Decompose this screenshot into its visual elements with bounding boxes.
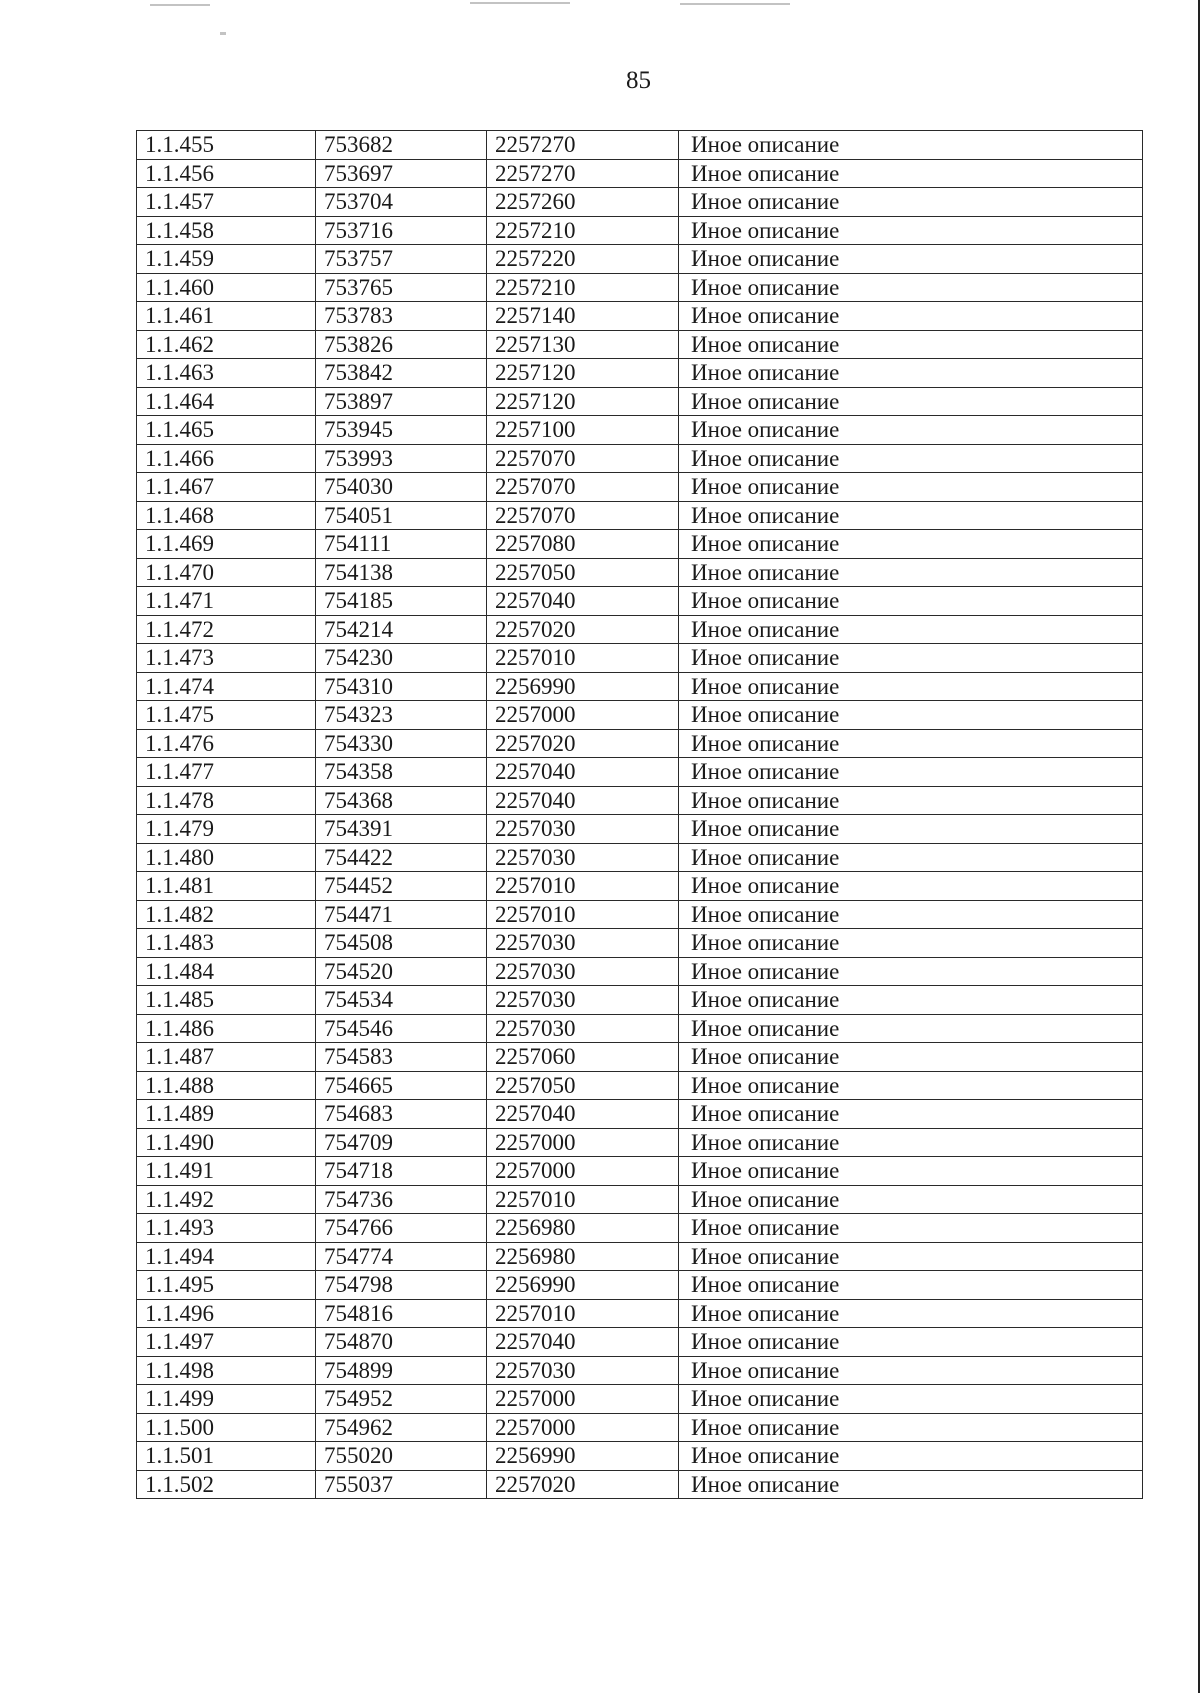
cell-x-coordinate: 754736 — [316, 1185, 487, 1214]
cell-description: Иное описание — [679, 558, 1143, 587]
cell-x-coordinate: 754870 — [316, 1328, 487, 1357]
cell-row-index: 1.1.463 — [137, 359, 316, 388]
table-row — [137, 672, 1143, 701]
cell-x-coordinate: 754471 — [316, 900, 487, 929]
cell-description: Иное описание — [679, 245, 1143, 274]
cell-y-coordinate: 2257210 — [487, 216, 679, 245]
cell-row-index: 1.1.469 — [137, 530, 316, 559]
cell-y-coordinate: 2257120 — [487, 359, 679, 388]
table-row — [137, 444, 1143, 473]
table-row — [137, 1470, 1143, 1499]
coordinates-table — [136, 130, 1143, 1499]
cell-y-coordinate: 2257100 — [487, 416, 679, 445]
cell-row-index: 1.1.474 — [137, 672, 316, 701]
cell-description: Иное описание — [679, 1014, 1143, 1043]
cell-row-index: 1.1.470 — [137, 558, 316, 587]
cell-x-coordinate: 755037 — [316, 1470, 487, 1499]
table-row — [137, 1413, 1143, 1442]
cell-description: Иное описание — [679, 986, 1143, 1015]
cell-y-coordinate: 2257030 — [487, 929, 679, 958]
cell-row-index: 1.1.464 — [137, 387, 316, 416]
cell-description: Иное описание — [679, 1043, 1143, 1072]
cell-x-coordinate: 754310 — [316, 672, 487, 701]
cell-row-index: 1.1.459 — [137, 245, 316, 274]
cell-row-index: 1.1.489 — [137, 1100, 316, 1129]
table-row — [137, 1128, 1143, 1157]
cell-x-coordinate: 754546 — [316, 1014, 487, 1043]
cell-row-index: 1.1.486 — [137, 1014, 316, 1043]
cell-row-index: 1.1.479 — [137, 815, 316, 844]
cell-row-index: 1.1.475 — [137, 701, 316, 730]
cell-row-index: 1.1.471 — [137, 587, 316, 616]
scan-speck — [470, 2, 570, 4]
cell-row-index: 1.1.456 — [137, 159, 316, 188]
table-row — [137, 701, 1143, 730]
cell-description: Иное описание — [679, 1442, 1143, 1471]
cell-description: Иное описание — [679, 530, 1143, 559]
cell-row-index: 1.1.496 — [137, 1299, 316, 1328]
cell-x-coordinate: 754962 — [316, 1413, 487, 1442]
table-row — [137, 1043, 1143, 1072]
cell-x-coordinate: 753842 — [316, 359, 487, 388]
cell-y-coordinate: 2257080 — [487, 530, 679, 559]
table-row — [137, 558, 1143, 587]
cell-y-coordinate: 2257120 — [487, 387, 679, 416]
cell-description: Иное описание — [679, 1185, 1143, 1214]
cell-x-coordinate: 754422 — [316, 843, 487, 872]
cell-row-index: 1.1.495 — [137, 1271, 316, 1300]
cell-description: Иное описание — [679, 929, 1143, 958]
table-row — [137, 1071, 1143, 1100]
cell-row-index: 1.1.484 — [137, 957, 316, 986]
cell-row-index: 1.1.483 — [137, 929, 316, 958]
cell-y-coordinate: 2257270 — [487, 159, 679, 188]
cell-row-index: 1.1.491 — [137, 1157, 316, 1186]
cell-row-index: 1.1.476 — [137, 729, 316, 758]
table-row — [137, 473, 1143, 502]
cell-row-index: 1.1.487 — [137, 1043, 316, 1072]
cell-description: Иное описание — [679, 843, 1143, 872]
cell-y-coordinate: 2257020 — [487, 615, 679, 644]
cell-description: Иное описание — [679, 758, 1143, 787]
cell-y-coordinate: 2256990 — [487, 672, 679, 701]
cell-description: Иное описание — [679, 1413, 1143, 1442]
cell-y-coordinate: 2257030 — [487, 1014, 679, 1043]
cell-y-coordinate: 2257050 — [487, 558, 679, 587]
table-row — [137, 330, 1143, 359]
cell-x-coordinate: 753757 — [316, 245, 487, 274]
table-row — [137, 815, 1143, 844]
cell-x-coordinate: 753783 — [316, 302, 487, 331]
cell-x-coordinate: 754230 — [316, 644, 487, 673]
cell-row-index: 1.1.468 — [137, 501, 316, 530]
cell-y-coordinate: 2257040 — [487, 758, 679, 787]
table-row — [137, 587, 1143, 616]
cell-y-coordinate: 2257220 — [487, 245, 679, 274]
cell-y-coordinate: 2257010 — [487, 872, 679, 901]
cell-row-index: 1.1.458 — [137, 216, 316, 245]
cell-y-coordinate: 2257040 — [487, 786, 679, 815]
cell-y-coordinate: 2257000 — [487, 1128, 679, 1157]
cell-y-coordinate: 2257010 — [487, 900, 679, 929]
cell-y-coordinate: 2257000 — [487, 1157, 679, 1186]
cell-y-coordinate: 2257010 — [487, 1185, 679, 1214]
cell-description: Иное описание — [679, 1128, 1143, 1157]
cell-x-coordinate: 754452 — [316, 872, 487, 901]
table-row — [137, 1356, 1143, 1385]
table-row — [137, 131, 1143, 160]
page-number: 85 — [626, 67, 651, 94]
cell-y-coordinate: 2257140 — [487, 302, 679, 331]
table-body — [137, 131, 1143, 1499]
table-row — [137, 929, 1143, 958]
cell-y-coordinate: 2257260 — [487, 188, 679, 217]
cell-y-coordinate: 2257020 — [487, 1470, 679, 1499]
cell-description: Иное описание — [679, 615, 1143, 644]
cell-row-index: 1.1.481 — [137, 872, 316, 901]
scan-speck — [150, 4, 210, 6]
cell-y-coordinate: 2257030 — [487, 843, 679, 872]
table-row — [137, 501, 1143, 530]
cell-x-coordinate: 754583 — [316, 1043, 487, 1072]
cell-y-coordinate: 2257040 — [487, 587, 679, 616]
cell-x-coordinate: 754051 — [316, 501, 487, 530]
table-row — [137, 957, 1143, 986]
cell-y-coordinate: 2257130 — [487, 330, 679, 359]
cell-description: Иное описание — [679, 729, 1143, 758]
cell-y-coordinate: 2257000 — [487, 1385, 679, 1414]
cell-x-coordinate: 754683 — [316, 1100, 487, 1129]
cell-description: Иное описание — [679, 188, 1143, 217]
cell-x-coordinate: 754774 — [316, 1242, 487, 1271]
cell-description: Иное описание — [679, 1470, 1143, 1499]
table-row — [137, 1157, 1143, 1186]
cell-row-index: 1.1.466 — [137, 444, 316, 473]
cell-row-index: 1.1.493 — [137, 1214, 316, 1243]
cell-y-coordinate: 2257040 — [487, 1100, 679, 1129]
cell-y-coordinate: 2257010 — [487, 644, 679, 673]
cell-y-coordinate: 2257000 — [487, 701, 679, 730]
cell-description: Иное описание — [679, 444, 1143, 473]
cell-description: Иное описание — [679, 131, 1143, 160]
cell-row-index: 1.1.460 — [137, 273, 316, 302]
cell-x-coordinate: 754534 — [316, 986, 487, 1015]
cell-row-index: 1.1.472 — [137, 615, 316, 644]
cell-description: Иное описание — [679, 1214, 1143, 1243]
cell-y-coordinate: 2257210 — [487, 273, 679, 302]
table-row — [137, 644, 1143, 673]
cell-description: Иное описание — [679, 957, 1143, 986]
cell-x-coordinate: 754520 — [316, 957, 487, 986]
scan-speck — [680, 3, 790, 5]
cell-row-index: 1.1.500 — [137, 1413, 316, 1442]
table-row — [137, 843, 1143, 872]
table-row — [137, 159, 1143, 188]
cell-x-coordinate: 754391 — [316, 815, 487, 844]
cell-row-index: 1.1.490 — [137, 1128, 316, 1157]
cell-description: Иное описание — [679, 587, 1143, 616]
cell-x-coordinate: 753765 — [316, 273, 487, 302]
cell-description: Иное описание — [679, 1356, 1143, 1385]
cell-row-index: 1.1.462 — [137, 330, 316, 359]
cell-description: Иное описание — [679, 1242, 1143, 1271]
cell-x-coordinate: 754323 — [316, 701, 487, 730]
cell-y-coordinate: 2256990 — [487, 1271, 679, 1300]
cell-x-coordinate: 754185 — [316, 587, 487, 616]
table-row — [137, 216, 1143, 245]
cell-x-coordinate: 754214 — [316, 615, 487, 644]
cell-description: Иное описание — [679, 786, 1143, 815]
cell-y-coordinate: 2257030 — [487, 1356, 679, 1385]
cell-row-index: 1.1.457 — [137, 188, 316, 217]
cell-row-index: 1.1.473 — [137, 644, 316, 673]
cell-description: Иное описание — [679, 330, 1143, 359]
cell-description: Иное описание — [679, 1328, 1143, 1357]
cell-description: Иное описание — [679, 644, 1143, 673]
cell-description: Иное описание — [679, 159, 1143, 188]
cell-y-coordinate: 2257020 — [487, 729, 679, 758]
cell-x-coordinate: 753704 — [316, 188, 487, 217]
cell-description: Иное описание — [679, 216, 1143, 245]
cell-y-coordinate: 2257040 — [487, 1328, 679, 1357]
cell-x-coordinate: 753682 — [316, 131, 487, 160]
cell-row-index: 1.1.492 — [137, 1185, 316, 1214]
cell-x-coordinate: 754952 — [316, 1385, 487, 1414]
cell-row-index: 1.1.482 — [137, 900, 316, 929]
cell-description: Иное описание — [679, 273, 1143, 302]
cell-row-index: 1.1.498 — [137, 1356, 316, 1385]
scan-speck — [220, 32, 226, 35]
cell-x-coordinate: 754030 — [316, 473, 487, 502]
cell-description: Иное описание — [679, 1071, 1143, 1100]
cell-row-index: 1.1.477 — [137, 758, 316, 787]
cell-description: Иное описание — [679, 1299, 1143, 1328]
cell-row-index: 1.1.467 — [137, 473, 316, 502]
cell-description: Иное описание — [679, 387, 1143, 416]
table-row — [137, 872, 1143, 901]
table-row — [137, 387, 1143, 416]
cell-y-coordinate: 2257030 — [487, 957, 679, 986]
cell-row-index: 1.1.485 — [137, 986, 316, 1015]
cell-x-coordinate: 754709 — [316, 1128, 487, 1157]
cell-description: Иное описание — [679, 1385, 1143, 1414]
table-row — [137, 245, 1143, 274]
cell-x-coordinate: 754665 — [316, 1071, 487, 1100]
cell-row-index: 1.1.465 — [137, 416, 316, 445]
cell-row-index: 1.1.501 — [137, 1442, 316, 1471]
cell-description: Иное описание — [679, 302, 1143, 331]
cell-x-coordinate: 754718 — [316, 1157, 487, 1186]
table-row — [137, 359, 1143, 388]
cell-y-coordinate: 2257050 — [487, 1071, 679, 1100]
table-row — [137, 530, 1143, 559]
cell-row-index: 1.1.480 — [137, 843, 316, 872]
table-row — [137, 729, 1143, 758]
cell-description: Иное описание — [679, 1271, 1143, 1300]
cell-description: Иное описание — [679, 672, 1143, 701]
table-row — [137, 1014, 1143, 1043]
cell-y-coordinate: 2257030 — [487, 986, 679, 1015]
cell-y-coordinate: 2256980 — [487, 1242, 679, 1271]
cell-x-coordinate: 753993 — [316, 444, 487, 473]
cell-y-coordinate: 2257030 — [487, 815, 679, 844]
table-row — [137, 786, 1143, 815]
cell-y-coordinate: 2257000 — [487, 1413, 679, 1442]
table-row — [137, 1385, 1143, 1414]
cell-description: Иное описание — [679, 359, 1143, 388]
cell-y-coordinate: 2257070 — [487, 501, 679, 530]
cell-row-index: 1.1.499 — [137, 1385, 316, 1414]
cell-x-coordinate: 754138 — [316, 558, 487, 587]
cell-description: Иное описание — [679, 701, 1143, 730]
cell-x-coordinate: 754508 — [316, 929, 487, 958]
cell-y-coordinate: 2257010 — [487, 1299, 679, 1328]
cell-x-coordinate: 755020 — [316, 1442, 487, 1471]
table-row — [137, 1100, 1143, 1129]
cell-y-coordinate: 2257060 — [487, 1043, 679, 1072]
cell-description: Иное описание — [679, 900, 1143, 929]
cell-x-coordinate: 753945 — [316, 416, 487, 445]
table-row — [137, 416, 1143, 445]
table-row — [137, 1242, 1143, 1271]
cell-x-coordinate: 754766 — [316, 1214, 487, 1243]
cell-row-index: 1.1.478 — [137, 786, 316, 815]
table-row — [137, 188, 1143, 217]
table-row — [137, 900, 1143, 929]
table-row — [137, 1328, 1143, 1357]
cell-x-coordinate: 754330 — [316, 729, 487, 758]
table-row — [137, 615, 1143, 644]
cell-x-coordinate: 754798 — [316, 1271, 487, 1300]
table-row — [137, 1271, 1143, 1300]
cell-description: Иное описание — [679, 1157, 1143, 1186]
cell-x-coordinate: 754816 — [316, 1299, 487, 1328]
cell-y-coordinate: 2257070 — [487, 473, 679, 502]
cell-row-index: 1.1.455 — [137, 131, 316, 160]
cell-description: Иное описание — [679, 416, 1143, 445]
table-row — [137, 758, 1143, 787]
cell-description: Иное описание — [679, 1100, 1143, 1129]
cell-row-index: 1.1.494 — [137, 1242, 316, 1271]
cell-x-coordinate: 753697 — [316, 159, 487, 188]
table-row — [137, 1299, 1143, 1328]
cell-x-coordinate: 754368 — [316, 786, 487, 815]
cell-row-index: 1.1.497 — [137, 1328, 316, 1357]
cell-y-coordinate: 2257270 — [487, 131, 679, 160]
cell-x-coordinate: 753897 — [316, 387, 487, 416]
cell-description: Иное описание — [679, 872, 1143, 901]
cell-x-coordinate: 754358 — [316, 758, 487, 787]
cell-y-coordinate: 2256990 — [487, 1442, 679, 1471]
table-row — [137, 1185, 1143, 1214]
table-row — [137, 273, 1143, 302]
cell-description: Иное описание — [679, 815, 1143, 844]
cell-row-index: 1.1.488 — [137, 1071, 316, 1100]
cell-x-coordinate: 754111 — [316, 530, 487, 559]
cell-y-coordinate: 2256980 — [487, 1214, 679, 1243]
cell-description: Иное описание — [679, 501, 1143, 530]
cell-row-index: 1.1.461 — [137, 302, 316, 331]
table-row — [137, 1214, 1143, 1243]
cell-row-index: 1.1.502 — [137, 1470, 316, 1499]
cell-x-coordinate: 754899 — [316, 1356, 487, 1385]
cell-y-coordinate: 2257070 — [487, 444, 679, 473]
cell-x-coordinate: 753826 — [316, 330, 487, 359]
table-row — [137, 302, 1143, 331]
table-row — [137, 1442, 1143, 1471]
cell-description: Иное описание — [679, 473, 1143, 502]
table-row — [137, 986, 1143, 1015]
cell-x-coordinate: 753716 — [316, 216, 487, 245]
